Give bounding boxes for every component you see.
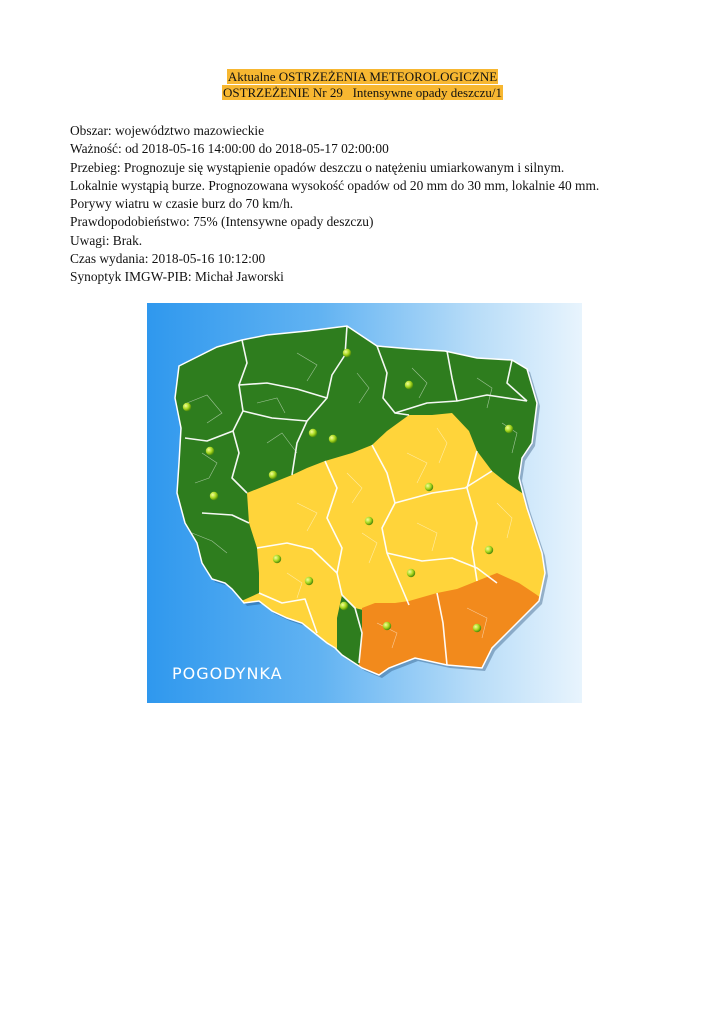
city-dot-wroclaw — [273, 555, 281, 563]
remarks-line: Uwagi: Brak. — [70, 232, 143, 248]
city-dot-opole — [305, 577, 313, 585]
city-dot-zielona-gora — [210, 492, 218, 500]
pogodynka-logo — [172, 664, 283, 683]
warning-header — [0, 69, 725, 101]
area-line: Obszar: województwo mazowieckie — [70, 123, 265, 138]
city-dot-gorzow — [206, 447, 214, 455]
city-dot-bydgoszcz — [309, 429, 317, 437]
probability-line: Prawdopodobieństwo: 75% (Intensywne opady deszczu) — [70, 214, 374, 230]
city-dot-bialystok — [505, 425, 513, 433]
poland-map-svg — [147, 303, 582, 703]
city-dot-poznan — [269, 471, 277, 479]
city-dot-krakow — [383, 622, 391, 630]
validity-line: Ważność: od 2018-05-16 14:00:00 do 2018-05-17 02:00:00 — [70, 141, 389, 157]
synoptic-line: Synoptyk IMGW-PIB: Michał Jaworski — [70, 269, 284, 285]
city-dot-gdansk — [343, 349, 351, 357]
course-line-1: Przebieg: Prognozuje się wystąpienie opadów deszczu o natężeniu umiarkowanym i silnym. — [70, 159, 565, 175]
city-dot-torun — [329, 435, 337, 443]
warning-details — [70, 122, 690, 287]
course-line-2: Lokalnie wystąpią burze. Prognozowana wysokość opadów od 20 mm do 30 mm, lokalnie 40 mm. — [70, 177, 600, 193]
city-dot-szczecin — [183, 403, 191, 411]
logo-text: POGODYNKA — [172, 664, 283, 683]
city-dot-olsztyn — [405, 381, 413, 389]
city-dot-katowice — [340, 602, 348, 610]
warning-number-title: OSTRZEŻENIE Nr 29 Intensywne opady deszczu/1 — [222, 85, 503, 100]
course-line-3: Porywy wiatru w czasie burz do 70 km/h. — [70, 196, 294, 212]
issue-time-line: Czas wydania: 2018-05-16 10:12:00 — [70, 251, 266, 267]
warning-map — [147, 303, 582, 703]
header-title: Aktualne OSTRZEŻENIA METEOROLOGICZNE — [227, 69, 498, 84]
city-dot-warszawa — [425, 483, 433, 491]
city-dot-lodz — [365, 517, 373, 525]
city-dot-rzeszow — [473, 624, 481, 632]
city-dot-lublin — [485, 546, 493, 554]
city-dot-kielce — [407, 569, 415, 577]
